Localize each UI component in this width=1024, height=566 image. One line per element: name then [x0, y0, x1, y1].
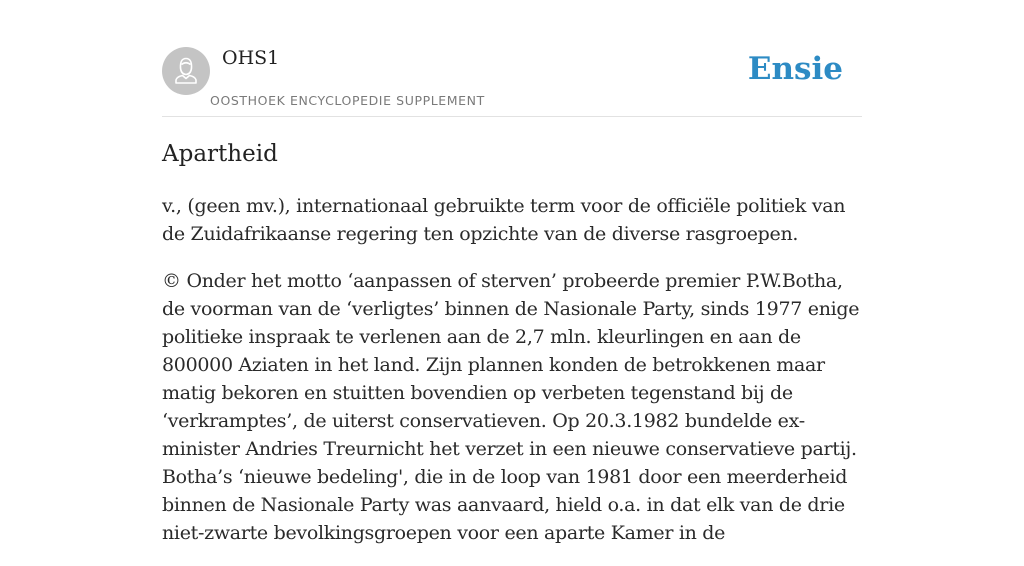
article-paragraph: © Onder het motto ‘aanpassen of sterven’ probeerde premier P.W.Botha, de voorman van de ‘verligtes’ binnen de Nasionale Party, sinds 1977 enige politieke inspraak te verlenen aan de 2,7 mln. kleurlingen en aan de 800000 Aziaten in het land. Zijn plannen konden de betrokkenen maar matig bekoren en stuitten bovendien op verbeten tegenstand bij de ‘verkramptes’, de uiterst conservatieven. Op 20.3.1982 bundelde ex-minister Andries Treurnicht het verzet in een nieuwe conservatieve partij. Botha’s ‘nieuwe bedeling', die in de loop van 1981 door een meerderheid binnen de Nasionale Party was aanvaard, hield o.a. in dat elk van de drie niet-zwarte bevolkingsgroepen voor een aparte Kamer in de	[162, 270, 860, 544]
author-name[interactable]: OHS1	[222, 47, 280, 69]
article-paragraph: v., (geen mv.), internationaal gebruikte term voor de officiële politiek van de Zuidafrikaanse regering ten opzichte van de diverse rasgroepen.	[162, 195, 846, 245]
article-header	[162, 0, 862, 117]
user-avatar-icon[interactable]	[162, 47, 210, 95]
article-body	[162, 192, 864, 566]
ensie-logo[interactable]: Ensie	[747, 51, 843, 87]
source-name[interactable]: OOSTHOEK ENCYCLOPEDIE SUPPLEMENT	[210, 93, 485, 108]
article-title: Apartheid	[162, 141, 278, 167]
